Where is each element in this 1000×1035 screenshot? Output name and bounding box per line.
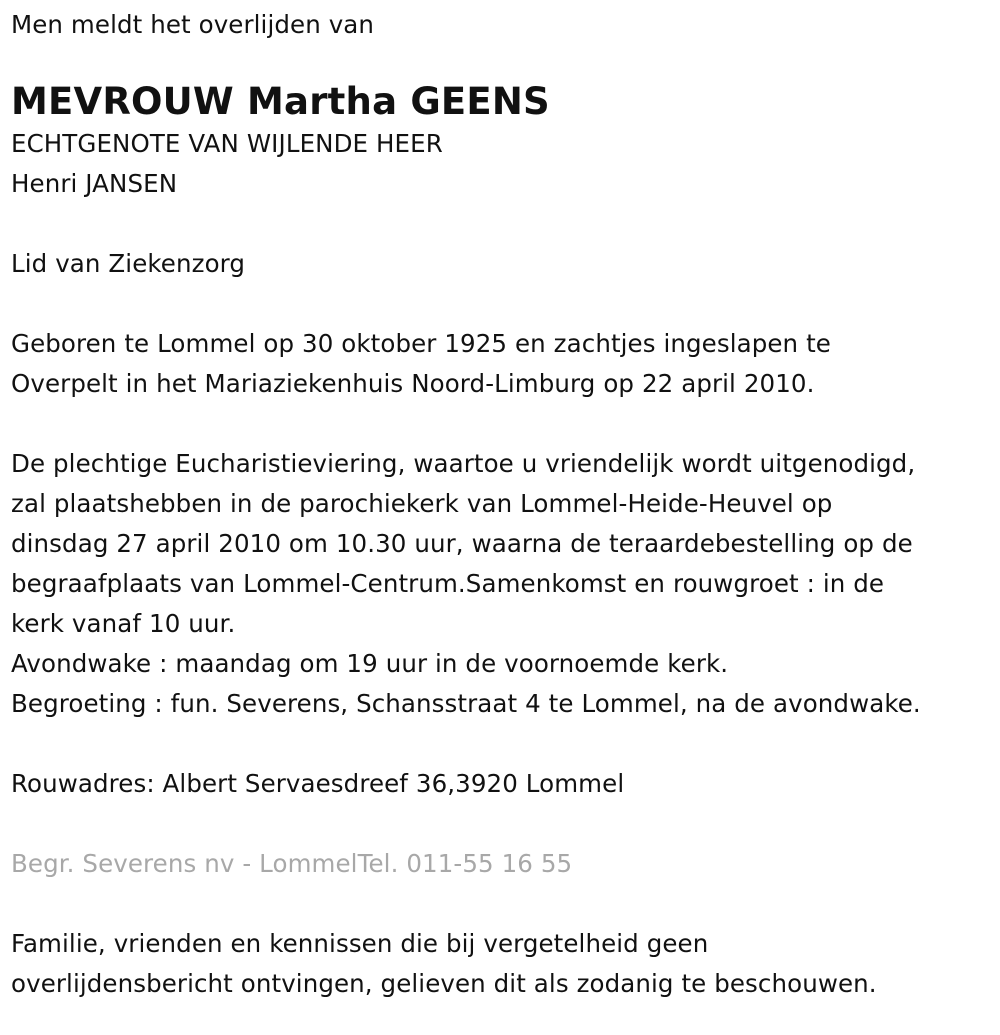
intro-text: Men meldt het overlijden van: [11, 10, 375, 39]
ceremony-line: begraafplaats van Lommel-Centrum.Samenkomst en rouwgroet : in de: [11, 569, 885, 598]
spacer: [11, 724, 1000, 764]
funeral-home-credit: Begr. Severens nv - LommelTel. 011-55 16 55: [11, 849, 573, 878]
closing-line: overlijdensbericht ontvingen, gelieven dit als zodanig te beschouwen.: [11, 969, 877, 998]
closing-line: Familie, vrienden en kennissen die bij vergetelheid geen: [11, 929, 709, 958]
vigil-line: Avondwake : maandag om 19 uur in de voornoemde kerk.: [11, 649, 729, 678]
death-notice: [0, 5, 1000, 1035]
spacer: [11, 284, 1000, 324]
spacer: [11, 204, 1000, 244]
ceremony-line: dinsdag 27 april 2010 om 10.30 uur, waarna de teraardebestelling op de: [11, 529, 913, 558]
deceased-name: MEVROUW Martha GEENS: [11, 80, 550, 123]
spacer: [11, 404, 1000, 444]
spouse-line-2: Henri JANSEN: [11, 169, 178, 198]
spacer: [11, 884, 1000, 924]
mourning-address: Rouwadres: Albert Servaesdreef 36,3920 Lommel: [11, 769, 625, 798]
birth-death-line: Geboren te Lommel op 30 oktober 1925 en zachtjes ingeslapen te: [11, 329, 831, 358]
greeting-line: Begroeting : fun. Severens, Schansstraat 4 te Lommel, na de avondwake.: [11, 689, 921, 718]
ceremony-line: De plechtige Eucharistieviering, waartoe u vriendelijk wordt uitgenodigd,: [11, 449, 916, 478]
ceremony-line: kerk vanaf 10 uur.: [11, 609, 236, 638]
spacer: [11, 804, 1000, 844]
birth-death-line: Overpelt in het Mariaziekenhuis Noord-Limburg op 22 april 2010.: [11, 369, 815, 398]
spouse-line-1: ECHTGENOTE VAN WIJLENDE HEER: [11, 129, 443, 158]
membership-text: Lid van Ziekenzorg: [11, 249, 246, 278]
ceremony-line: zal plaatshebben in de parochiekerk van Lommel-Heide-Heuvel op: [11, 489, 833, 518]
